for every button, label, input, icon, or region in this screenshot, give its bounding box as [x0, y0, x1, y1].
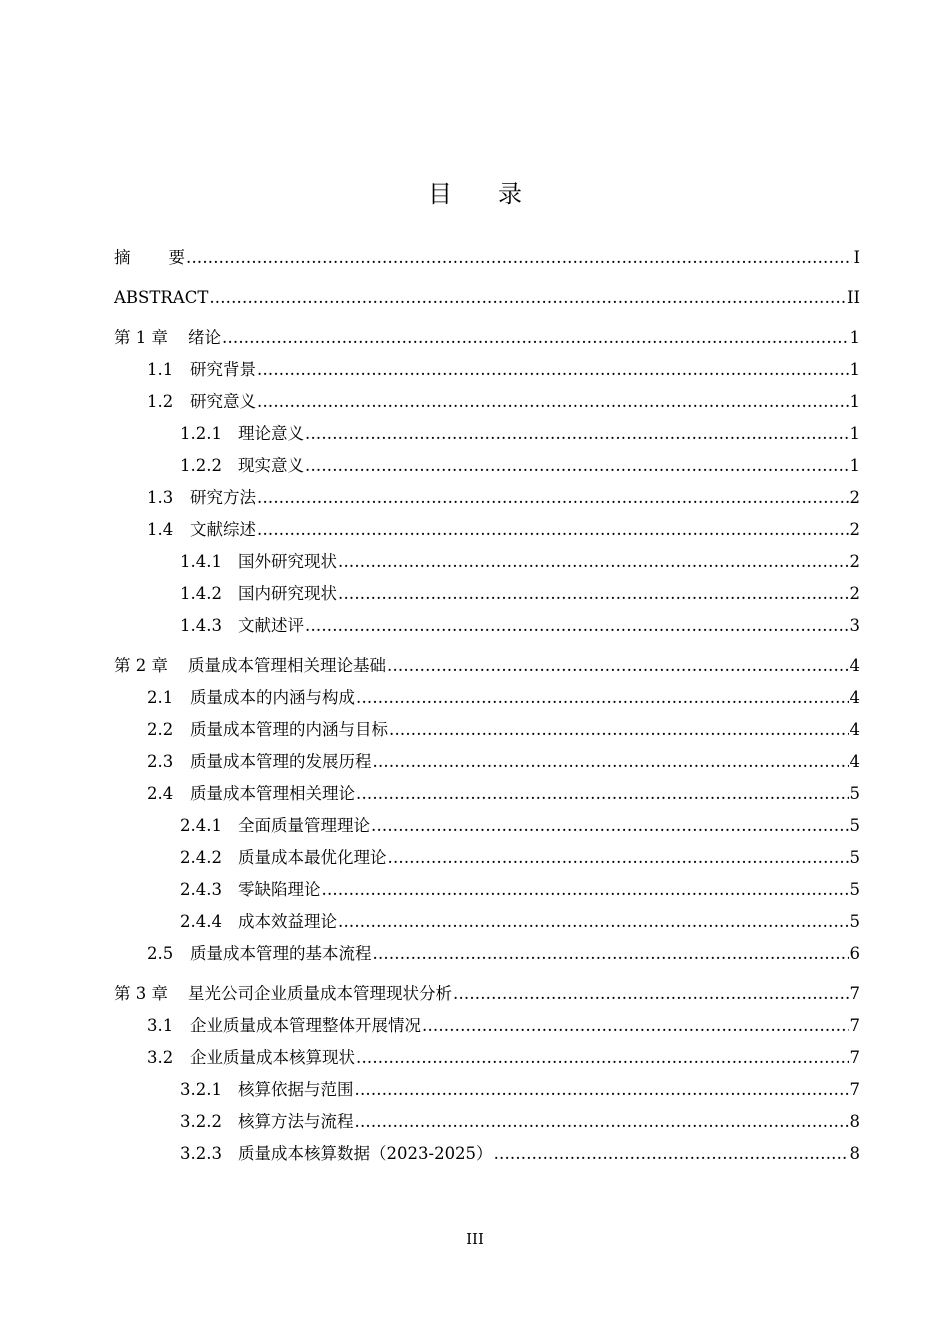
toc-leader-dots — [257, 386, 849, 418]
toc-entry-number: 1.4.3 — [180, 616, 222, 635]
toc-entry-title: 质量成本的内涵与构成 — [190, 688, 355, 707]
toc-leader-dots — [356, 682, 849, 714]
toc-leader-dots — [356, 1042, 849, 1074]
toc-entry-number: 1.1 — [147, 360, 174, 379]
toc-leader-dots — [257, 514, 849, 546]
toc-leader-dots — [453, 978, 849, 1010]
toc-entry[interactable] — [114, 1106, 860, 1138]
toc-entry[interactable] — [114, 874, 860, 906]
toc-entry-title: 现实意义 — [238, 456, 304, 475]
toc-leader-dots — [338, 906, 849, 938]
toc-entry-heading — [147, 482, 256, 514]
toc-entry-page-number: 6 — [849, 944, 860, 963]
toc-entry[interactable] — [114, 514, 860, 546]
toc-entry[interactable] — [114, 746, 860, 778]
toc-entry[interactable] — [114, 842, 860, 874]
toc-entry-number: 2.4.2 — [180, 848, 222, 867]
toc-entry-title: 国外研究现状 — [238, 552, 337, 571]
toc-entry-page-number: 8 — [849, 1144, 860, 1163]
toc-entry-number: 2.2 — [147, 720, 174, 739]
toc-entry[interactable] — [114, 810, 860, 842]
toc-entry-page-number: I — [853, 248, 860, 267]
toc-title-char-1: 目 — [428, 180, 452, 208]
toc-entry-title — [114, 242, 185, 274]
toc-entry[interactable] — [114, 354, 860, 386]
toc-entry[interactable] — [114, 450, 860, 482]
toc-entry[interactable] — [114, 978, 860, 1010]
toc-entry-number: 3.2.2 — [180, 1112, 222, 1131]
toc-entry-page-number: 2 — [849, 584, 860, 603]
toc-leader-dots — [257, 354, 849, 386]
toc-entry-page-number: 5 — [849, 848, 860, 867]
toc-entry-heading — [147, 746, 372, 778]
toc-entry[interactable] — [114, 282, 860, 314]
toc-entry-number: 第 1 章 — [114, 328, 168, 347]
toc-entry-number: 1.4 — [147, 520, 174, 539]
toc-entry-page-number: 3 — [849, 616, 860, 635]
toc-list — [114, 242, 860, 1170]
toc-entry-title: 质量成本核算数据（2023-2025） — [238, 1144, 493, 1163]
toc-entry-heading — [180, 1138, 493, 1170]
toc-entry-heading — [180, 578, 337, 610]
toc-entry-heading — [147, 354, 256, 386]
toc-leader-dots — [222, 322, 849, 354]
toc-entry-page-number: 1 — [849, 328, 860, 347]
toc-entry-title: 研究背景 — [190, 360, 256, 379]
toc-entry-title: 成本效益理论 — [238, 912, 337, 931]
toc-entry-title: 零缺陷理论 — [238, 880, 321, 899]
toc-entry[interactable] — [114, 546, 860, 578]
toc-entry[interactable] — [114, 418, 860, 450]
toc-leader-dots — [373, 938, 849, 970]
toc-entry-number: 1.3 — [147, 488, 174, 507]
toc-title — [0, 178, 950, 210]
toc-entry[interactable] — [114, 386, 860, 418]
toc-leader-dots — [355, 1106, 849, 1138]
toc-entry-page-number: 7 — [849, 984, 860, 1003]
toc-leader-dots — [389, 714, 849, 746]
toc-entry-page-number: 4 — [849, 720, 860, 739]
toc-entry-title-char: 要 — [168, 248, 185, 267]
toc-entry-number: 1.2.2 — [180, 456, 222, 475]
toc-leader-dots — [355, 1074, 849, 1106]
toc-entry-title: 质量成本最优化理论 — [238, 848, 387, 867]
toc-entry-heading — [180, 1106, 354, 1138]
toc-entry[interactable] — [114, 778, 860, 810]
toc-entry-number: 2.4.4 — [180, 912, 222, 931]
toc-entry-number: 3.2 — [147, 1048, 174, 1067]
page-number-footer: III — [466, 1230, 484, 1248]
toc-entry-heading — [147, 1010, 421, 1042]
toc-entry-page-number: 7 — [849, 1048, 860, 1067]
toc-entry-title: ABSTRACT — [114, 288, 209, 307]
toc-leader-dots — [305, 418, 849, 450]
toc-entry-number: 2.4 — [147, 784, 174, 803]
toc-entry-page-number: 4 — [849, 752, 860, 771]
toc-leader-dots — [422, 1010, 849, 1042]
toc-entry-heading — [180, 810, 370, 842]
toc-leader-dots — [373, 746, 849, 778]
toc-entry-number: 第 2 章 — [114, 656, 168, 675]
toc-entry-heading — [147, 714, 388, 746]
toc-entry-title: 绪论 — [188, 328, 221, 347]
toc-entry-page-number: 5 — [849, 816, 860, 835]
toc-entry-page-number: 1 — [849, 360, 860, 379]
toc-entry-number: 2.3 — [147, 752, 174, 771]
toc-entry-title: 国内研究现状 — [238, 584, 337, 603]
toc-entry-heading — [147, 682, 355, 714]
toc-entry-heading — [180, 906, 337, 938]
toc-entry-title: 文献述评 — [238, 616, 304, 635]
toc-entry-number: 第 3 章 — [114, 984, 168, 1003]
toc-entry-title: 核算方法与流程 — [238, 1112, 354, 1131]
toc-entry-page-number: 4 — [849, 656, 860, 675]
toc-entry-heading — [180, 418, 304, 450]
toc-entry-title-char: 摘 — [114, 248, 131, 267]
toc-entry-heading — [114, 978, 452, 1010]
toc-entry-heading — [147, 938, 372, 970]
toc-entry-page-number: 1 — [849, 456, 860, 475]
toc-title-char-2: 录 — [498, 180, 522, 208]
toc-entry-number: 2.1 — [147, 688, 174, 707]
toc-entry-page-number: 2 — [849, 520, 860, 539]
toc-entry-number: 2.4.3 — [180, 880, 222, 899]
toc-leader-dots — [257, 482, 849, 514]
toc-entry-page-number: 5 — [849, 912, 860, 931]
toc-entry-page-number: 1 — [849, 424, 860, 443]
toc-entry-title: 星光公司企业质量成本管理现状分析 — [188, 984, 452, 1003]
toc-entry[interactable] — [114, 578, 860, 610]
toc-leader-dots — [338, 546, 849, 578]
toc-entry[interactable] — [114, 714, 860, 746]
toc-entry-number: 2.5 — [147, 944, 174, 963]
toc-leader-dots — [322, 874, 849, 906]
toc-entry-number: 1.2 — [147, 392, 174, 411]
toc-entry[interactable] — [114, 938, 860, 970]
toc-entry-heading — [114, 282, 208, 314]
toc-entry[interactable] — [114, 322, 860, 354]
toc-entry[interactable] — [114, 482, 860, 514]
toc-entry-number: 3.2.3 — [180, 1144, 222, 1163]
toc-leader-dots — [209, 282, 846, 314]
toc-entry[interactable] — [114, 1042, 860, 1074]
toc-entry-title: 质量成本管理的内涵与目标 — [190, 720, 388, 739]
toc-entry-title: 质量成本管理的发展历程 — [190, 752, 372, 771]
toc-entry[interactable] — [114, 682, 860, 714]
toc-entry[interactable] — [114, 1074, 860, 1106]
toc-leader-dots — [371, 810, 849, 842]
toc-entry-page-number: 7 — [849, 1080, 860, 1099]
toc-entry-title: 研究意义 — [190, 392, 256, 411]
toc-leader-dots — [338, 578, 849, 610]
toc-entry[interactable] — [114, 1138, 860, 1170]
toc-leader-dots — [388, 842, 849, 874]
toc-entry-number: 2.4.1 — [180, 816, 222, 835]
toc-entry-title: 研究方法 — [190, 488, 256, 507]
toc-entry-heading — [180, 1074, 354, 1106]
toc-entry-title: 质量成本管理相关理论基础 — [188, 656, 386, 675]
toc-entry-heading — [180, 546, 337, 578]
toc-leader-dots — [356, 778, 849, 810]
toc-entry-number: 1.2.1 — [180, 424, 222, 443]
toc-entry[interactable] — [114, 650, 860, 682]
toc-entry[interactable] — [114, 906, 860, 938]
toc-entry-title: 企业质量成本管理整体开展情况 — [190, 1016, 421, 1035]
toc-entry[interactable] — [114, 1010, 860, 1042]
toc-entry-heading — [180, 610, 304, 642]
toc-entry[interactable] — [114, 242, 860, 274]
toc-entry-heading — [147, 386, 256, 418]
toc-entry-heading — [147, 1042, 355, 1074]
toc-leader-dots — [186, 242, 852, 274]
toc-entry-heading — [147, 514, 256, 546]
toc-leader-dots — [387, 650, 849, 682]
toc-entry-heading — [114, 650, 386, 682]
toc-entry-title: 文献综述 — [190, 520, 256, 539]
toc-entry-page-number: 5 — [849, 784, 860, 803]
toc-entry-title: 质量成本管理的基本流程 — [190, 944, 372, 963]
toc-entry-title: 全面质量管理理论 — [238, 816, 370, 835]
toc-leader-dots — [305, 610, 849, 642]
toc-entry-page-number: 7 — [849, 1016, 860, 1035]
toc-entry-page-number: 2 — [849, 552, 860, 571]
toc-entry-page-number: 4 — [849, 688, 860, 707]
toc-leader-dots — [305, 450, 849, 482]
toc-entry-number: 3.2.1 — [180, 1080, 222, 1099]
toc-entry-heading — [147, 778, 355, 810]
toc-entry-heading — [180, 842, 387, 874]
toc-entry[interactable] — [114, 610, 860, 642]
toc-leader-dots — [494, 1138, 849, 1170]
toc-entry-heading — [114, 242, 185, 274]
toc-entry-heading — [180, 874, 321, 906]
toc-entry-page-number: 5 — [849, 880, 860, 899]
toc-entry-heading — [114, 322, 221, 354]
toc-entry-page-number: II — [846, 288, 860, 307]
toc-entry-title: 核算依据与范围 — [238, 1080, 354, 1099]
toc-entry-heading — [180, 450, 304, 482]
toc-entry-title: 质量成本管理相关理论 — [190, 784, 355, 803]
toc-entry-page-number: 8 — [849, 1112, 860, 1131]
toc-entry-number: 3.1 — [147, 1016, 174, 1035]
toc-entry-title: 企业质量成本核算现状 — [190, 1048, 355, 1067]
toc-entry-page-number: 2 — [849, 488, 860, 507]
toc-entry-number: 1.4.1 — [180, 552, 222, 571]
toc-entry-number: 1.4.2 — [180, 584, 222, 603]
toc-entry-page-number: 1 — [849, 392, 860, 411]
toc-entry-title: 理论意义 — [238, 424, 304, 443]
